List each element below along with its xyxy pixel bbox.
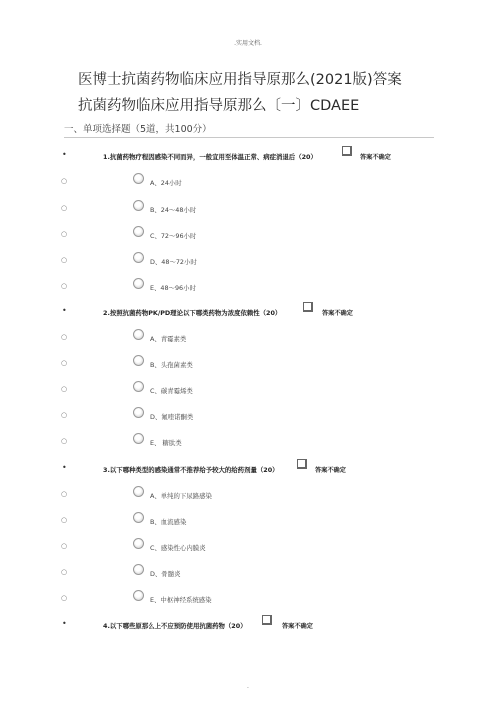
option-radio[interactable] (133, 486, 144, 497)
option-label: D、48～72小时 (150, 258, 197, 266)
answer-checkbox[interactable] (297, 459, 307, 469)
option-radio[interactable] (133, 381, 144, 392)
option-radio[interactable] (133, 512, 144, 523)
question-bullet: • (62, 619, 67, 628)
option-bullet: ○ (61, 230, 68, 238)
option-bullet: ○ (61, 594, 68, 602)
option-bullet: ○ (61, 411, 68, 419)
option-radio[interactable] (133, 564, 144, 575)
question-bullet: • (62, 150, 67, 159)
option-bullet: ○ (61, 282, 68, 290)
option-bullet: ○ (61, 516, 68, 524)
option-bullet: ○ (61, 385, 68, 393)
option-label: C、感染性心内膜炎 (150, 544, 206, 552)
option-bullet: ○ (61, 177, 68, 185)
option-label: B、血流感染 (150, 518, 187, 526)
option-label: A、单纯的下尿路感染 (150, 492, 212, 500)
question-text: 4.以下哪些原那么上不应预防使用抗菌药物（20） (103, 622, 247, 630)
answer-checkbox[interactable] (342, 146, 352, 156)
option-label: D、骨髓炎 (150, 570, 181, 578)
option-bullet: ○ (61, 204, 68, 212)
option-label: E、中枢神经系统感染 (150, 596, 212, 604)
answer-checkbox[interactable] (262, 615, 272, 625)
option-radio[interactable] (133, 329, 144, 340)
question-text: 2.按照抗菌药物PK/PD理论以下哪类药物为浓度依赖性（20） (103, 309, 282, 317)
option-label: A、24小时 (150, 179, 182, 187)
section-heading: 一、单项选择题（5道，共100分） (64, 124, 212, 135)
option-radio[interactable] (133, 538, 144, 549)
option-bullet: ○ (61, 256, 68, 264)
question-text: 3.以下哪种类型的感染通常不推荐给予较大的给药剂量（20） (103, 466, 279, 474)
document-title: 医博士抗菌药物临床应用指导原那么(2021版)答案 (78, 72, 402, 88)
question-text: 1.抗菌药物疗程因感染不同而异，一般宜用至体温正常、病症消退后（20） (103, 153, 317, 161)
option-label: E、 糖肽类 (150, 439, 182, 447)
option-label: A、青霉素类 (150, 335, 187, 343)
option-radio[interactable] (133, 355, 144, 366)
option-bullet: ○ (61, 490, 68, 498)
page-header: .实用文档. (234, 40, 262, 47)
answer-status: 答案不确定 (282, 623, 313, 630)
option-radio[interactable] (133, 200, 144, 211)
option-bullet: ○ (61, 437, 68, 445)
option-label: D、氟喹诺酮类 (150, 413, 194, 421)
option-bullet: ○ (61, 542, 68, 550)
option-radio[interactable] (133, 590, 144, 601)
question-bullet: • (62, 463, 67, 472)
option-radio[interactable] (133, 278, 144, 289)
answer-status: 答案不确定 (360, 154, 391, 161)
option-label: C、72～96小时 (150, 232, 197, 240)
option-bullet: ○ (61, 568, 68, 576)
option-radio[interactable] (133, 173, 144, 184)
page-footer: . (247, 683, 249, 690)
answer-checkbox[interactable] (303, 302, 313, 312)
option-label: B、24～48小时 (150, 206, 197, 214)
option-bullet: ○ (61, 359, 68, 367)
option-radio[interactable] (133, 407, 144, 418)
section-divider (64, 137, 434, 138)
option-radio[interactable] (133, 252, 144, 263)
document-subtitle: 抗菌药物临床应用指导原那么〔一〕CDAEE (78, 98, 360, 114)
option-label: B、头孢菌素类 (150, 361, 193, 369)
option-radio[interactable] (133, 226, 144, 237)
question-bullet: • (62, 306, 67, 315)
answer-status: 答案不确定 (322, 310, 353, 317)
answer-status: 答案不确定 (315, 467, 346, 474)
option-bullet: ○ (61, 333, 68, 341)
option-radio[interactable] (133, 433, 144, 444)
option-label: C、碳青霉烯类 (150, 387, 193, 395)
option-label: E、48～96小时 (150, 284, 196, 292)
